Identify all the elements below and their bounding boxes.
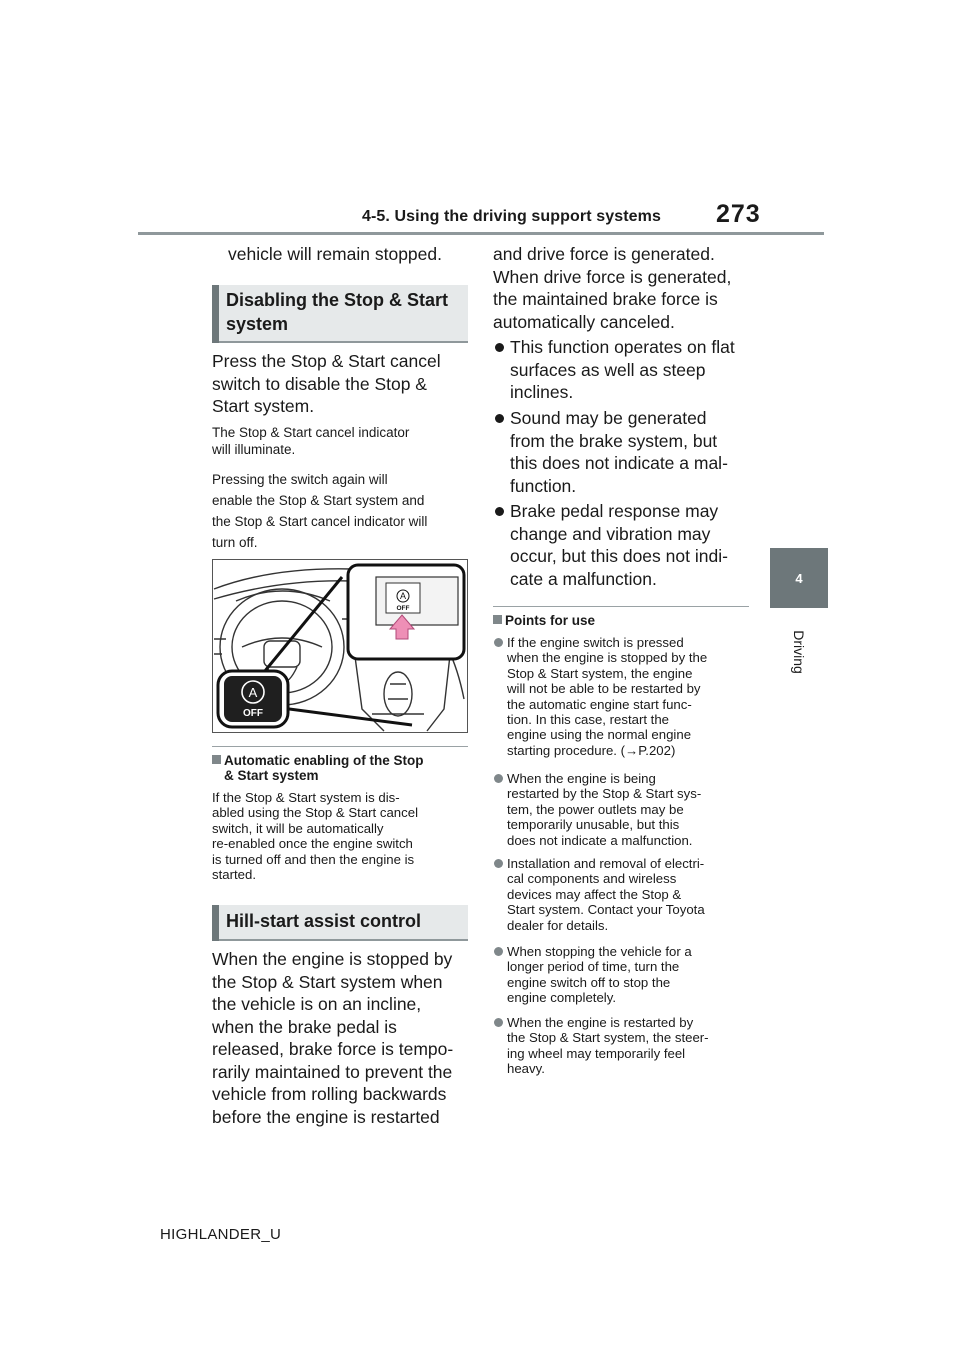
text-line: enable the Stop & Start system and — [212, 493, 425, 508]
heading-line: & Start system — [224, 768, 319, 783]
text-line: does not indicate a malfunction. — [507, 832, 693, 848]
text-line: Press the Stop & Start cancel — [212, 351, 441, 371]
point-bullet-icon — [494, 859, 503, 868]
text-line: engine completely. — [507, 990, 616, 1006]
intro-line: vehicle will remain stopped. — [228, 244, 442, 264]
text-line: cate a malfunction. — [510, 568, 657, 589]
chapter-tab — [770, 548, 828, 608]
text-line: is turned off and then the engine is — [212, 851, 415, 867]
text-line: switch to disable the Stop & — [212, 373, 427, 394]
text-line: When the engine is being — [507, 771, 656, 786]
text-line: switch, it will be automatically — [212, 820, 384, 836]
text-line: Start system. Contact your Toyota — [507, 902, 705, 918]
text-line: released, brake force is tempo- — [212, 1039, 454, 1059]
section-heading-text-line1: Disabling the Stop & Start — [226, 290, 449, 310]
text-line: occur, but this does not indi- — [510, 546, 728, 566]
hill-start-paragraph — [212, 948, 453, 1128]
text-line: the Stop & Start cancel indicator will — [212, 514, 428, 529]
text-line: when the brake pedal is — [212, 1016, 397, 1037]
text-line: the automatic engine start func- — [507, 696, 692, 712]
text-line: Start system. — [212, 396, 315, 416]
text-line: dealer for details. — [507, 917, 609, 933]
text-line: If the Stop & Start system is dis- — [212, 790, 400, 805]
text-line: the vehicle is on an incline, — [212, 994, 422, 1014]
text-line: This function operates on flat — [510, 337, 735, 357]
point-item — [493, 944, 692, 1006]
heading-line: Automatic enabling of the Stop — [212, 753, 424, 768]
dashboard-figure — [212, 559, 468, 733]
text-line: devices may affect the Stop & — [507, 886, 682, 902]
text-line: this does not indicate a mal- — [510, 453, 728, 473]
pressing-paragraph — [212, 469, 427, 553]
text-line: The Stop & Start cancel indicator — [212, 425, 410, 440]
point-item — [493, 1015, 709, 1077]
zoom-switch-letter: A — [399, 591, 407, 601]
section-heading-text-line2: system — [226, 314, 289, 334]
button-icon-label: OFF — [243, 708, 263, 719]
heading-accent-bar — [212, 905, 219, 941]
dashboard-illustration — [212, 559, 468, 733]
point-bullet-icon — [494, 638, 503, 647]
heading-accent-bar — [212, 285, 219, 343]
point-bullet-icon — [494, 1018, 503, 1027]
text-line: Stop & Start system, the engine — [507, 665, 693, 681]
text-line: will not be able to be restarted by — [507, 681, 701, 697]
zoom-switch-label: OFF — [396, 605, 410, 612]
text-line: ing wheel may temporarily feel — [507, 1045, 686, 1061]
point-item — [493, 635, 707, 758]
text-line: turn off. — [212, 535, 258, 550]
text-line: When the engine is stopped by — [212, 949, 453, 969]
text-line: the maintained brake force is — [493, 289, 718, 309]
text-line: and drive force is generated. — [493, 244, 715, 264]
text-line: longer period of time, turn the — [507, 959, 680, 975]
section-heading-disabling — [212, 285, 468, 343]
section-heading-hill-start — [212, 905, 468, 941]
text-line: re-enabled once the engine switch — [212, 836, 413, 852]
section-heading-text: Hill-start assist control — [226, 911, 422, 931]
chapter-number: 4 — [795, 570, 803, 586]
continued-paragraph — [493, 243, 731, 333]
text-line: Installation and removal of electri- — [507, 856, 705, 871]
point-item — [493, 856, 705, 933]
point-bullet-icon — [494, 774, 503, 783]
text-line: before the engine is restarted — [212, 1106, 440, 1127]
square-bullet-icon — [493, 615, 502, 624]
bullet-icon — [495, 507, 504, 516]
divider — [212, 746, 468, 747]
bullet-icon — [495, 343, 504, 352]
text-line: abled using the Stop & Start cancel — [212, 805, 419, 821]
text-line: rarily maintained to prevent the — [212, 1061, 453, 1082]
text-line: started. — [212, 867, 256, 883]
text-line: If the engine switch is pressed — [507, 635, 684, 650]
text-line: when the engine is stopped by the — [507, 650, 708, 666]
text-line: will illuminate. — [212, 441, 296, 457]
auto-enable-heading — [212, 753, 424, 783]
page-number: 273 — [716, 200, 761, 228]
header-rule — [138, 232, 824, 235]
point-bullet-icon — [494, 947, 503, 956]
text-line: When drive force is generated, — [493, 266, 732, 287]
points-heading: Points for use — [493, 613, 595, 628]
text-line: engine using the normal engine — [507, 727, 692, 743]
section-title: 4-5. Using the driving support systems — [362, 208, 661, 225]
text-line: When the engine is restarted by — [507, 1015, 694, 1030]
text-line: the Stop & Start system, the steer- — [507, 1030, 709, 1046]
text-line: vehicle from rolling backwards — [212, 1084, 447, 1104]
text-line: Pressing the switch again will — [212, 472, 388, 487]
model-footer: HIGHLANDER_U — [160, 1226, 282, 1243]
bullet-item — [493, 407, 728, 497]
text-line: change and vibration may — [510, 523, 711, 544]
text-line: function. — [510, 475, 577, 496]
bullet-item — [493, 336, 735, 404]
text-line: temporarily unusable, but this — [507, 817, 680, 833]
bullet-icon — [495, 414, 504, 423]
bullet-item — [493, 500, 728, 590]
text-line: surfaces as well as steep — [510, 359, 706, 380]
text-line: automatically canceled. — [493, 311, 675, 332]
text-line: starting procedure. (→P.202) — [507, 742, 676, 758]
text-line: cal components and wireless — [507, 871, 677, 887]
text-line: Brake pedal response may — [510, 501, 719, 521]
text-line: Sound may be generated — [510, 408, 707, 428]
chapter-label-container — [770, 610, 828, 690]
text-line: engine switch off to stop the — [507, 974, 671, 990]
text-line: heavy. — [507, 1061, 545, 1077]
point-item — [493, 771, 701, 848]
press-paragraph — [212, 350, 441, 418]
divider — [493, 606, 749, 607]
button-icon-letter: A — [248, 685, 258, 700]
text-line: tem, the power outlets may be — [507, 801, 684, 817]
text-line: inclines. — [510, 382, 574, 402]
text-line: tion. In this case, restart the — [507, 712, 669, 728]
text-line: When stopping the vehicle for a — [507, 944, 692, 959]
chapter-label: Driving — [791, 630, 807, 674]
text-line: the Stop & Start system when — [212, 971, 443, 992]
text-line: restarted by the Stop & Start sys- — [507, 786, 702, 802]
square-bullet-icon — [212, 755, 221, 764]
indicator-paragraph — [212, 425, 409, 458]
text-line: from the brake system, but — [510, 430, 718, 451]
auto-enable-paragraph — [212, 790, 418, 882]
